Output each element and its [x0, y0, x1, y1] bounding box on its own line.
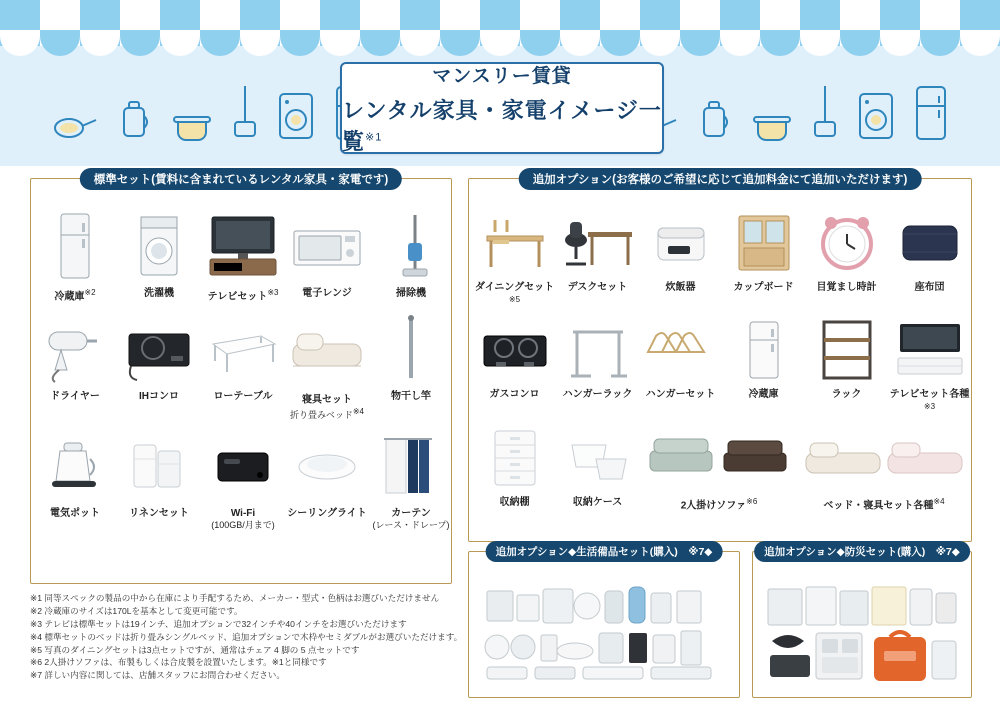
option-floor-cushion[interactable] — [888, 207, 971, 310]
footnote-5: ※5 写真のダイニングセットは3点セットですが、通常はチェア 4 脚の 5 点セットです — [30, 644, 360, 655]
wifi-router-icon — [203, 427, 283, 505]
item-label: 収納棚 — [499, 496, 530, 508]
option-alarm-clock[interactable] — [805, 207, 888, 310]
item-label: 寝具セット 折り畳みベッド$^{※4}$ — [290, 394, 364, 420]
item-label: IHコンロ — [139, 390, 179, 402]
microwave-icon — [287, 207, 367, 285]
tv-set-icon — [203, 207, 283, 285]
option-gas-stove[interactable] — [473, 314, 556, 417]
page-title-note: ※1 — [365, 131, 383, 144]
electric-kettle-icon — [35, 427, 115, 505]
footnote-1: ※1 同等スペックの製品の中から在庫により手配するため、メーカー・型式・色柄はお選びいただけません — [30, 593, 440, 603]
footnote-2: ※2 冷蔵庫のサイズは170Lを基本として変更可能です。 — [30, 605, 243, 616]
footnote-6: ※6 2人掛けソファは、布製もしくは合皮製を設置いたします。※1と同様です — [30, 657, 327, 668]
item-label: ラック — [831, 389, 862, 401]
item-label: カップボード — [733, 282, 794, 293]
item-ceiling-light[interactable] — [285, 427, 369, 532]
page-title — [340, 62, 664, 154]
item-label: 冷蔵庫$^{※2}$ — [54, 288, 96, 303]
item-label: ダイニングセット$^{※5}$ — [474, 282, 555, 304]
desk-set-icon — [558, 207, 638, 279]
gas-stove-icon — [475, 314, 555, 386]
rice-cooker-icon — [641, 207, 721, 279]
item-label: 座布団 — [914, 282, 945, 293]
low-table-icon — [203, 310, 283, 388]
item-label: テレビセット各種$^{※3}$ — [889, 389, 970, 411]
option-storage-case[interactable] — [556, 422, 639, 513]
option-shelf-rack[interactable] — [805, 314, 888, 417]
ceiling-light-icon — [287, 427, 367, 505]
storage-case-icon — [558, 422, 638, 494]
option-two-seater-sofa[interactable] — [639, 422, 799, 513]
bedding-set-icon — [287, 310, 367, 388]
item-label: Wi-Fi (100GB/月まで) — [211, 507, 275, 531]
life-goods-title: 追加オプション◆生活備品セット(購入) ※7◆ — [486, 541, 723, 562]
item-ih-cooker[interactable] — [117, 310, 201, 421]
item-label: 炊飯器 — [665, 282, 696, 293]
options-panel — [468, 174, 972, 542]
storage-drawer-icon — [475, 422, 555, 494]
option-cupboard[interactable] — [722, 207, 805, 310]
item-hair-dryer[interactable] — [33, 310, 117, 421]
item-low-table[interactable] — [201, 310, 285, 421]
disaster-kit-photo — [761, 578, 963, 689]
linen-set-icon — [119, 427, 199, 505]
dining-set-icon — [475, 207, 555, 279]
item-bedding-set[interactable] — [285, 310, 369, 421]
hanger-rack-icon — [558, 314, 638, 386]
item-label: テレビセット$^{※3}$ — [207, 288, 279, 303]
standard-set-title: 標準セット(賃料に含まれているレンタル家具・家電です) — [80, 168, 402, 190]
item-label: 収納ケース — [572, 496, 623, 508]
item-label: 電子レンジ — [302, 288, 352, 299]
item-label: 掃除機 — [396, 288, 426, 299]
floor-cushion-icon — [890, 207, 970, 279]
curtain-icon — [371, 427, 451, 505]
vacuum-cleaner-icon — [371, 207, 451, 285]
item-label: 物干し竿 — [391, 390, 431, 402]
item-label: デスクセット — [567, 282, 628, 293]
hair-dryer-icon — [35, 310, 115, 388]
item-vacuum-cleaner[interactable] — [369, 207, 453, 304]
page-header — [0, 0, 1000, 166]
option-storage-drawer[interactable] — [473, 422, 556, 513]
options-title: 追加オプション(お客様のご希望に応じて追加料金にて追加いただけます) — [519, 168, 922, 190]
clothes-pole-icon — [371, 310, 451, 388]
item-label: リネンセット — [129, 507, 189, 519]
item-label: 洗濯機 — [144, 288, 174, 299]
item-label: ローテーブル — [213, 390, 273, 402]
options-grid — [469, 201, 975, 516]
item-label: 電気ポット — [50, 507, 100, 519]
page-title-line1: マンスリー賃貸 — [432, 65, 572, 87]
item-tv-set[interactable] — [201, 207, 285, 304]
washing-machine-icon — [276, 90, 316, 142]
alarm-clock-icon — [807, 207, 887, 279]
item-clothes-pole[interactable] — [369, 310, 453, 421]
standard-set-panel — [30, 174, 452, 584]
washing-machine-icon — [119, 207, 199, 285]
item-refrigerator[interactable] — [33, 207, 117, 304]
item-washing-machine[interactable] — [117, 207, 201, 304]
disaster-kit-title: 追加オプション◆防災セット(購入) ※7◆ — [754, 541, 970, 562]
item-curtain[interactable] — [369, 427, 453, 532]
item-label: ベッド・寝具セット各種$^{※4}$ — [823, 496, 945, 511]
footnotes — [30, 592, 463, 682]
refrigerator-icon — [35, 207, 115, 285]
item-label: カーテン (レース・ドレープ) — [372, 507, 450, 531]
disaster-kit-panel — [752, 546, 972, 698]
cupboard-icon — [724, 207, 804, 279]
option-tv-sets[interactable] — [888, 314, 971, 417]
shelf-rack-icon — [807, 314, 887, 386]
item-label: 目覚まし時計 — [816, 282, 877, 293]
option-bed-bedding[interactable] — [799, 422, 969, 513]
header-icons-left-row2 — [52, 106, 240, 166]
footnote-7: ※7 詳しい内容に関しては、店舗スタッフにお問合わせください。 — [30, 670, 285, 681]
item-label: 2人掛けソファ$^{※6}$ — [680, 496, 758, 511]
item-label: ハンガーラック — [562, 389, 633, 401]
refrigerator-icon — [724, 314, 804, 386]
item-label: ガスコンロ — [489, 389, 540, 401]
item-label: 冷蔵庫 — [748, 389, 779, 401]
item-wifi-router[interactable] — [201, 427, 285, 532]
two-seater-sofa-icon — [639, 422, 799, 494]
bed-bedding-icon — [799, 422, 969, 494]
item-electric-kettle[interactable] — [33, 427, 117, 532]
footnote-4: ※4 標準セットのベッドは折り畳みシングルベッド、追加オプションで木枠やセミダブルがお選びいただけます。 — [30, 631, 463, 642]
item-label: ハンガーセット — [645, 389, 716, 401]
hanger-set-icon — [641, 314, 721, 386]
page-title-line2: レンタル家具・家電イメージ一覧$^{※1}$ — [342, 97, 662, 154]
life-goods-panel — [468, 546, 740, 698]
kettle-icon — [696, 96, 732, 142]
item-linen-set[interactable] — [117, 427, 201, 532]
option-hanger-rack[interactable] — [556, 314, 639, 417]
option-dining-set[interactable] — [473, 207, 556, 310]
item-microwave[interactable] — [285, 207, 369, 304]
rice-cooker-icon — [830, 164, 870, 166]
standard-set-grid — [31, 201, 453, 538]
option-refrigerator[interactable] — [722, 314, 805, 417]
option-desk-set[interactable] — [556, 207, 639, 310]
option-rice-cooker[interactable] — [639, 207, 722, 310]
life-goods-photo — [477, 578, 731, 689]
header-icons-right-row2 — [760, 106, 948, 166]
item-label: シーリングライト — [287, 507, 367, 519]
item-label: ドライヤー — [50, 390, 100, 402]
rice-cooker-icon — [122, 164, 162, 166]
footnote-3: ※3 テレビは標準セットは19インチ、追加オプションで32インチや40インチをお選びいただけます — [30, 618, 407, 629]
ih-cooker-icon — [119, 310, 199, 388]
option-hanger-set[interactable] — [639, 314, 722, 417]
tv-set-icon — [890, 314, 970, 386]
